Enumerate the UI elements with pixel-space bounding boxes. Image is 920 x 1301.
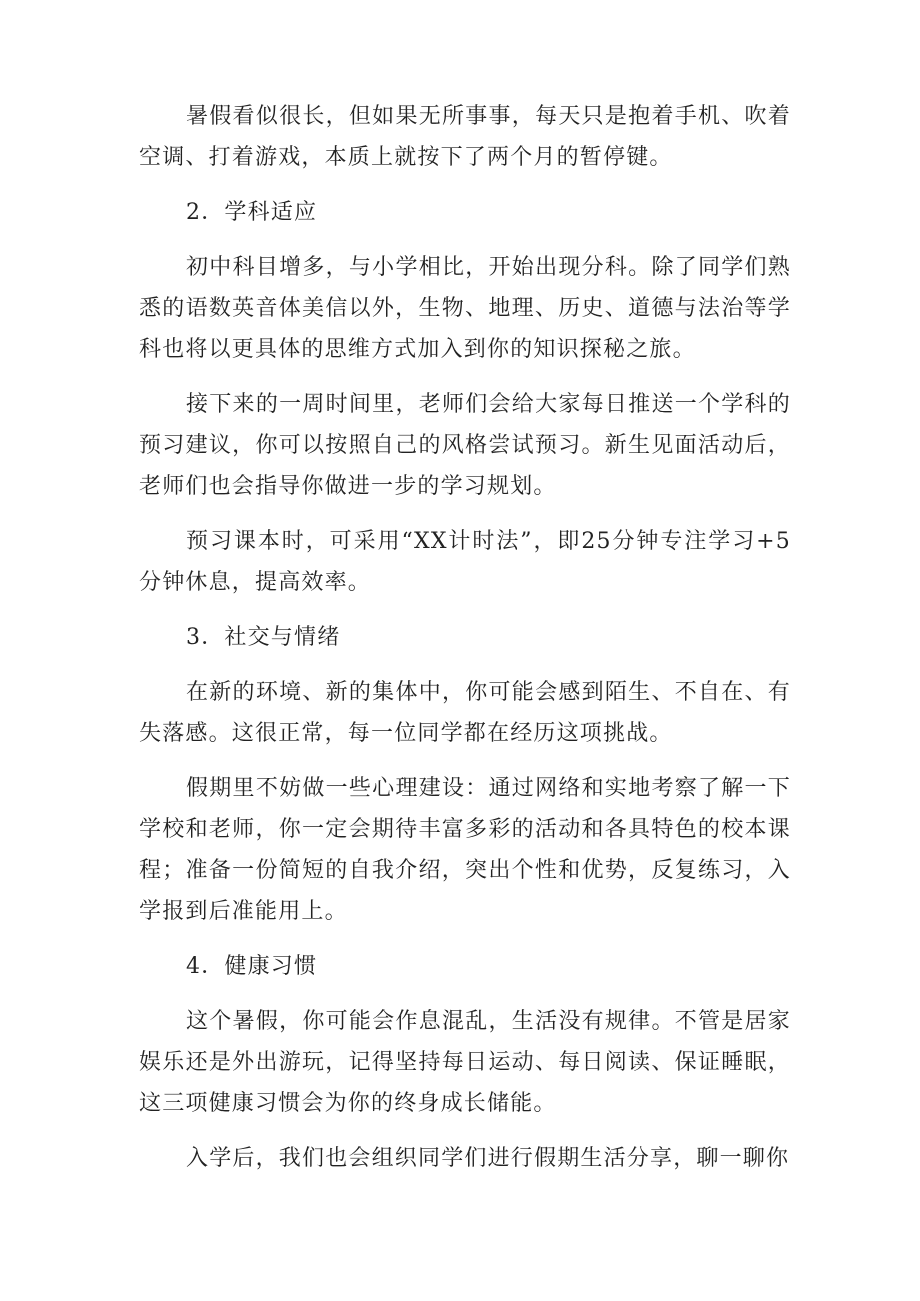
heading-subject-adaptation: 2．学科适应 — [186, 200, 318, 225]
paragraph-preview-suggestions: 接下来的一周时间里，老师们会给大家每日推送一个学科的预习建议，你可以按照自己的风格尝试预习。新生见面活动后，老师们也会指导你做进一步的学习规划。 — [139, 392, 791, 499]
heading-social-emotion: 3．社交与情绪 — [186, 625, 341, 650]
heading-healthy-habits: 4．健康习惯 — [186, 954, 318, 979]
paragraph-new-environment: 在新的环境、新的集体中，你可能会感到陌生、不自在、有失落感。这很正常，每一位同学都在经历这项挑战。 — [139, 680, 791, 746]
paragraph-more-subjects: 初中科目增多，与小学相比，开始出现分科。除了同学们熟悉的语数英音体美信以外，生物、地理、历史、道德与法治等学科也将以更具体的思维方式加入到你的知识探秘之旅。 — [139, 255, 791, 362]
paragraph-holiday-sharing: 入学后，我们也会组织同学们进行假期生活分享，聊一聊你 — [186, 1146, 790, 1171]
paragraph-daily-routine: 这个暑假，你可能会作息混乱，生活没有规律。不管是居家娱乐还是外出游玩，记得坚持每日运动、每日阅读、保证睡眠，这三项健康习惯会为你的终身成长储能。 — [139, 1009, 791, 1116]
paragraph-psychological-preparation: 假期里不妨做一些心理建设：通过网络和实地考察了解一下学校和老师，你一定会期待丰富多彩的活动和各具特色的校本课程；准备一份简短的自我介绍，突出个性和优势，反复练习，入学报到后准能用上。 — [139, 776, 791, 924]
paragraph-summer-pause: 暑假看似很长，但如果无所事事，每天只是抱着手机、吹着空调、打着游戏，本质上就按下了两个月的暂停键。 — [139, 104, 791, 170]
document-page — [139, 96, 791, 1179]
paragraph-timing-method: 预习课本时，可采用“XX计时法”，即25分钟专注学习+5分钟休息，提高效率。 — [139, 529, 791, 595]
